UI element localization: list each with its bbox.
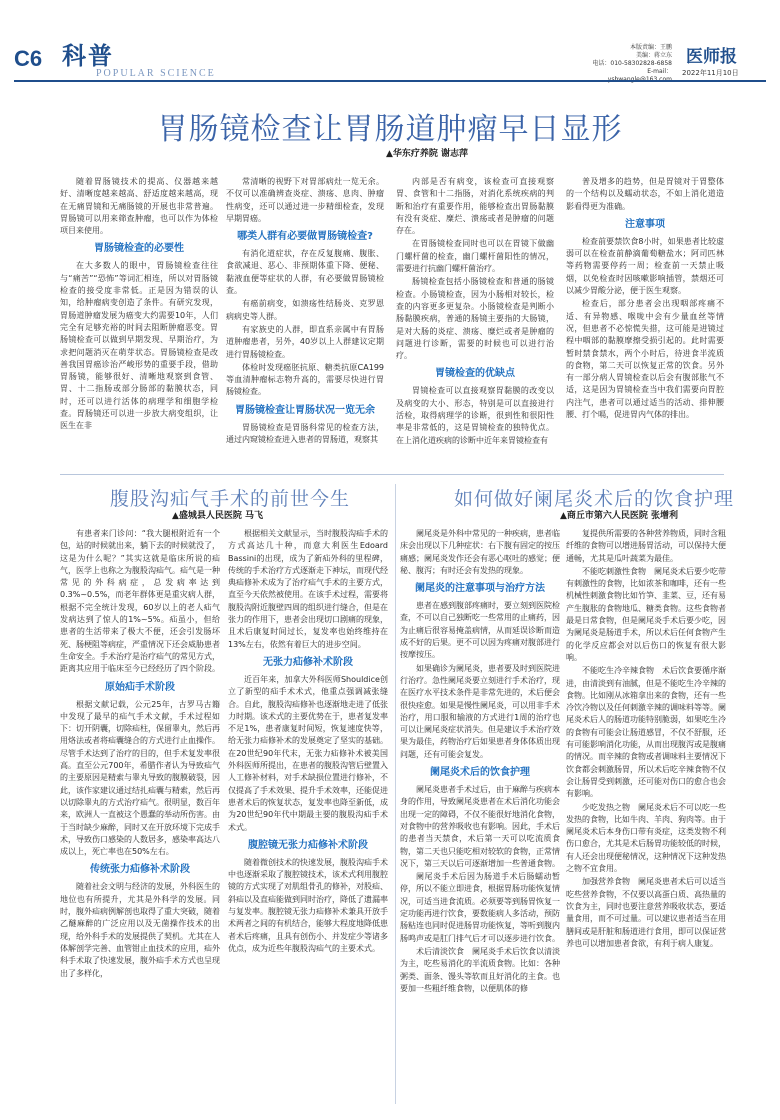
- article1-byline: ▲华东疗养院 谢志萍: [386, 149, 469, 159]
- subheading: 阑尾炎的注意事项与治疗方法: [415, 583, 545, 595]
- paragraph: 在胃肠镜检查同时也可以在胃镜下做幽门螺杆菌的检查，幽门螺杆菌阳性的情况，需要进行抗幽门螺杆菌治疗。: [396, 239, 554, 274]
- newspaper-logo: 医师报: [686, 47, 737, 67]
- paragraph: 胃镜检查可以直接观察胃黏膜的改变以及病变的大小、形态，特别是可以直接进行活检，取得病理学的诊断，很到性和很阳性率是非常低的，这是胃镜检查的独特优点。在上消化道疾病的诊断中近年来胃镜检查有: [396, 386, 554, 445]
- contact-phone: 电话：010-58302828-6858: [592, 60, 672, 67]
- paragraph: 普及增多的趋势，但是胃镜对于胃整体的一个结构以及蠕动状态，不如上消化道造影看得更为准确。: [566, 177, 724, 211]
- article3-column-2: [566, 528, 726, 1113]
- paragraph: 不能吃刺激性食物 阑尾炎术后要少吃带有刺激性的食物，比如浓茶和咖啡，还有一些机械性刺激食物比如竹笋、韭菜、豆，还有易产生腹胀的食物地瓜、糖类食物。这些食物者最是日常食物，但是阑尾炎手术后要少吃，因为阑尾炎是肠道手术，所以术后任何食物产生的化学反应都会对以后伤口的恢复有很大影响。: [566, 566, 726, 662]
- editor-credit: 本版责编：王鹏: [629, 44, 672, 51]
- article3-column-1: [400, 528, 560, 1113]
- paragraph: 检查后，部分患者会出现咽部疼痛不适、有异物感、喉咙中会有少量血丝等情况，但患者不必惊慌失措，这可能是进镜过程中咽部的黏膜摩擦受损引起的。此时需要暂时禁食禁水，两个小时后，待进食半流质的食物，第二天可以恢复正常的饮食。另外有一部分病人胃镜检查以后会有腹部胀气不适，这是因为胃镜检查当中我们需要向胃腔内注气，患者可以通过适当的活动、排伸腰腰、打个嗝，促进胃内气体的排出。: [566, 299, 724, 420]
- article1-column-2: [226, 176, 384, 466]
- paragraph: 加强营养食物 阑尾炎患者术后可以适当吃些营养食物，不仅要以高蛋白质、高热量的饮食为主，同时也要注意营养吸收状态，要适量食用，而不可过量。可以建议患者适当在用膳间或是肝脏和肠道进行食用，即可以保证营养也可以增加患者食欲，有利于病人康复。: [566, 877, 726, 948]
- paragraph: 内部是否有病变，该检查可直接观察胃、食管和十二指肠，对消化系统疾病的判断和治疗有重要作用，能够检查出胃肠黏膜有没有炎症、糜烂、溃疡或者是肿瘤的问题存在。: [396, 177, 554, 236]
- article1-title: 胃肠镜检查让胃肠道肿瘤早日显形: [157, 112, 623, 147]
- article3-title: 如何做好阑尾炎术后的饮食护理: [454, 488, 735, 510]
- subheading: 腹腔镜无张力疝修补术阶段: [248, 839, 368, 851]
- paragraph: 阑尾炎手术后因为肠道手术后肠蠕动暂停，所以不能立即进食，根据胃肠功能恢复情况，可适当进食流质。必须要等到肠胃恢复一定功能再进行饮食，要数能病人多活动，预防肠粘连也同时促进肠胃功能恢复，等听到腹内肠鸣声或是肛门排气后才可以逐步进行饮食。: [400, 872, 560, 943]
- article1-column-4: [566, 176, 724, 466]
- paragraph: 阑尾炎患者手术过后，由于麻醉与疾病本身的作用，导致阑尾炎患者在术后消化功能会出现一定的障碍，不仅不能很好地消化食物，对食物中的营养吸收也有影响。因此，手术后的患者当天禁食，术后第一天可以吃流质食物，第二天也只能吃相对较软的食物，正常情况下，第三天以后可逐渐增加一些普通食物。: [400, 785, 560, 868]
- article1-column-3: [396, 176, 554, 466]
- section-title: 科普: [62, 42, 114, 70]
- paragraph: 根据文献记载，公元25年，古罗马古籍中发现了最早的疝气手术文献，手术过程如下：切开阴囊，切除疝柱，保留睾丸，然后再用烙法或者将疝囊缝合的方式进行止血操作。尽管手术达到了治疗的目的，但手术复发率很高。直至公元700年，希腊作者认为导致疝气的主要原因是精索与睾丸导致的腹膜破裂，因此，该作家建议通过结扎疝囊与精索，然后再以切除睾丸的方式治疗疝气。很明显，数百年来，欧洲人一直被这个愚蠢的举动所伤害。由于当时缺少麻醉，同时又在开放环境下完成手术，导致伤口感染的人数居多，感染率高达八成以上，死亡率也在50%左右。: [60, 699, 220, 857]
- paragraph: 不能吃生冷辛辣食物 术后饮食要循序渐进，由清淡到有油腻，但是不能吃生冷辛辣的食物。比如刚从冰箱拿出来的食物，还有一些冷饮冷物以及任何刺激辛辣的调味料等等。阑尾炎术后人的肠道功能特别脆弱，如果吃生冷的食物有可能会让肠道感冒，不仅不舒服，还有可能影响消化功能，从而出现腹泻或是腹痛的情况。而辛辣的食物或者调味料主要情况下饮食都会刺激肠胃，所以术后吃辛辣食物不仅会让肠胃受到刺激，还可能对伤口的愈合也会有影响。: [566, 666, 726, 799]
- subheading: 原始疝手术阶段: [105, 681, 175, 693]
- paragraph: 在大多数人的眼中，胃肠镜检查往往与“痛苦”“恐怖”等词汇相连，所以对胃肠镜检查的接受度非常低。正是因为错误的认知，给肿瘤病变创造了条件。有研究发现，胃肠道肿瘤发展为癌变大约需要10年，人们完全有足够充裕的时间去阻断肿瘤恶变。胃肠镜检查可以做到早期发现、早期治疗，为求把问题消灭在萌芽状态。胃肠镜检查是改善我国胃癌诊治严峻形势的重要手段，借助胃肠镜，能够很好、清晰地观察到食管、胃、十二指肠或部分肠部的黏膜状态，同时，还可以进行活体的病理学和细胞学检查。胃肠镜还可以进一步放大病变组织，让医生在非: [60, 261, 218, 431]
- paragraph: 有消化道症状，存在反复腹痛、腹胀、食欲减退、恶心、非预期体重下降、便秘、黏液血便等症状的人群，有必要做胃肠镜检查。: [226, 249, 384, 296]
- issue-date: 2022年11月10日: [682, 69, 739, 77]
- paragraph: 随着胃肠镜技术的提高、仪器越来越好、清晰度越来越高、舒适度越来越高，现在无痛胃镜和无痛肠镜的开展也非常普遍。胃肠镜可以用来筛查肿瘤，也可以作为体检项目来使用。: [60, 177, 218, 236]
- paragraph: 有患者来门诊问：“我大腿根附近有一个包，站的时候就出来，躺下去的时候就没了，这是为什么呢？”其实这就是临床所说的疝气，医学上也称之为腹股沟疝气。疝气是一种常见的外科病症，总发病率达到0.3%~0.5%，而老年群体更是重灾病人群，根据不完全统计发现，60岁以上的老人疝气发病达到了惊人的1%~5%。疝虽小，但给患者的生活带来了极大不便，还会引发肠坏死、肠梗阻等病症，严重情况下还会威胁患者生命安全。手术治疗是治疗疝气的常见方式，距离其应用于临床至今已经经历了四个阶段。: [60, 529, 220, 674]
- contact-email: E-mail：: [647, 68, 672, 75]
- column-divider: [395, 484, 396, 1104]
- paragraph: 随着微创技术的快速发展，腹股沟疝手术中也逐渐采取了腹腔镜技术，该术式利用腹腔镜的方式实现了对肌组骨孔的修补，对股疝、斜疝以及直疝能做到同时治疗，降低了遗漏率与复发率。腹腔镜无张力疝修补术兼具开放手术两者之间的有机结合，能够大程度地降低患者术后疼痛，且具有创伤小、并发症少等诸多优点，成为近些年腹股沟疝气的主要术式。: [228, 857, 388, 953]
- header-rule: [14, 80, 766, 82]
- article2-column-2: [228, 528, 388, 1113]
- paragraph: 有家族史的人群，即直系亲属中有胃肠道肿瘤患者，另外，40岁以上人群建议定期进行胃肠镜检查。: [226, 324, 384, 359]
- paragraph: 复提供所需要的各种营养物质，同时含粗纤维的食物可以增进肠胃活动，可以保持大便通畅，尤其是瓜叶蔬菜为最佳。: [566, 529, 726, 563]
- paragraph: 阑尾炎是外科中常见的一种疾病，患者临床会出现以下几种症状：右下腹有固定的按压痛感；阑尾炎发作还会有恶心呕吐的感觉；便秘、腹泻；有时还会有发热的现象。: [400, 529, 560, 575]
- article1-column-1: [60, 176, 218, 466]
- article2-byline: ▲盛城县人民医院 马飞: [172, 511, 264, 521]
- page-number: C6: [14, 46, 43, 71]
- subheading: 胃肠镜检查的必要性: [94, 243, 184, 255]
- masthead-info: [586, 44, 672, 84]
- paragraph: 常清晰的视野下对胃部病灶一览无余。不仅可以准确辨查炎症、溃疡、息肉、肿瘤性病变，还可以通过进一步精细检查，发现早期胃癌。: [226, 177, 384, 223]
- paragraph: 检查前要禁饮食8小时，如果患者比较虚弱可以在检查前静滴葡萄糖盐水；阿司匹林等药物需要停药一周；检查前一天禁止吸烟，以免检查时因咳嗽影响插管，禁烟还可以减少胃酸分泌，便于医生观察。: [566, 236, 724, 296]
- paragraph: 术后清淡饮食 阑尾炎手术后饮食以清淡为主，吃些易消化的半流质食物。比如：各种粥类、面条、馒头等软而且好消化的主食。也要加一些粗纤维食物，以便肌体的修: [400, 946, 560, 993]
- paragraph: 胃肠镜检查是胃肠科常见的检查方法，通过内窥镜检查进入患者的胃肠道，观察其: [226, 422, 384, 445]
- subheading: 阑尾炎术后的饮食护理: [430, 767, 530, 779]
- reviewer-credit: 美编：蒋立东: [635, 52, 672, 59]
- subheading: 哪类人群有必要做胃肠镜检查?: [237, 231, 373, 243]
- article2-column-1: [60, 528, 220, 1113]
- subheading: 注意事项: [625, 218, 665, 230]
- article3-byline: ▲商丘市第六人民医院 张增利: [560, 511, 679, 521]
- subheading: 无张力疝修补术阶段: [263, 656, 353, 668]
- article2-title: 腹股沟疝气手术的前世今生: [110, 488, 351, 510]
- paragraph: 少吃发热之物 阑尾炎术后不可以吃一些发热的食物，比如牛肉、羊肉、狗肉等。由于阑尾炎术后本身伤口带有炎症，这类发物不利伤口愈合，尤其是术后肠胃功能较低的时候，有人还会出现便秘情况，这种情况下这种发热之物不宜食用。: [566, 802, 726, 874]
- paragraph: 随着社会文明与经济的发展，外科医生的地位也有所提升，尤其是外科学的发展。同时，腹外疝病例解剖也取得了重大突破，随着乙醚麻醉的广泛应用以及无菌操作技术的出现，给外科手术的发展提供了契机。尤其在人体解剖学完善、血管钳止血技术的应用，疝外科手术取了快速发展，腹外疝手术方式也呈现出了多样化，: [60, 882, 220, 978]
- paragraph: 根据相关文献显示，当时腹股沟疝手术的方式高达几十种，而意大利医生Edoard Bassini的出现，成为了新疝外科的里程碑，传统的手术治疗方式逐渐走下神坛，而现代经典疝修补术成为了治疗疝气手术的主要方式，直至今天依然被使用。在该手术过程，需要将腹股沟附近腹壁四周的组织进行缝合，但是在张力的作用下，患者会出现切口剧痛的现象，且术后康复时间过长，复发率也始终维持在13%左右，依然有着巨大的进步空间。: [228, 529, 388, 649]
- paragraph: 体检时发现癌胚抗原、糖类抗原CA199等血清肿瘤标志物升高的，需要尽快进行胃肠镜检查。: [226, 362, 384, 397]
- subheading: 胃镜检查的优缺点: [435, 368, 515, 380]
- paragraph: 有癌前病变，如溃疡性结肠炎、克罗恩病病史等人群。: [226, 299, 384, 321]
- paragraph: 近百年来，加拿大外科医师Shouldice创立了新型的疝手术术式，他重点强调减张缝合。自此，腹股沟疝修补也逐渐地走进了低张力时期。该术式的主要优势在于，患者复发率不足1%，患者康复时间短，恢复速度快等，给无张力疝修补术的发展奠定了坚实的基础。在20世纪90年代末，无张力疝修补术被美国外科医师所提出，在患者的腹股沟管后壁置入人工修补材料，对手术缺损位置进行修补，不仅提高了手术效果、提升手术效率，还能促进患者术后的恢复状态，复发率也降至新低，成为20世纪90年代中期最主要的腹股沟疝手术术式。: [228, 674, 388, 832]
- section-divider: [60, 474, 724, 475]
- subheading: 胃肠镜检查让胃肠状况一览无余: [235, 404, 375, 416]
- section-subtitle: POPULAR SCIENCE: [96, 68, 216, 79]
- paragraph: 患者在感到腹部疼痛时，要立刻到医院检查，不可以自己独断吃一些常用的止痛药，因为止痛后很容易掩盖病情，从而延误诊断而造成不好的后果。更不可以因为疼痛对腹部进行按摩按压。: [400, 601, 560, 660]
- subheading: 传统张力疝修补术阶段: [90, 864, 190, 876]
- paragraph: 如果确诊为阑尾炎，患者要及时到医院进行治疗。急性阑尾炎要立刻进行手术治疗，现在医疗水平技术条件是非常先进的，术后便会很快痊愈。如果是慢性阑尾炎，可以用非手术治疗，用口服和输液的方式进行1周的治疗也可以让阑尾炎症状消失。但是建议手术治疗效果为最佳，药物治疗后如果患者身体体质出现问题，还有可能会复发。: [400, 663, 560, 759]
- paragraph: 肠镜检查包括小肠镜检查和普通的肠镜检查。小肠镜检查，因为小肠相对较长，检查的内容更多更复杂。小肠镜检查是判断小肠黏膜疾病，普通的肠镜主要指的大肠镜，是对大肠的炎症、溃疡、糜烂或者是肿瘤的问题进行诊断，需要的时候也可以进行治疗。: [396, 277, 554, 361]
